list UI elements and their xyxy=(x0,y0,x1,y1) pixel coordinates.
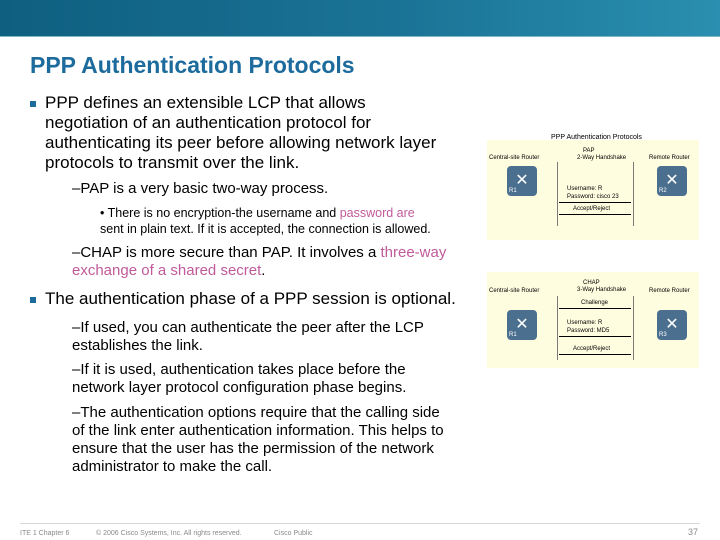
msg-username: Username: R xyxy=(567,320,603,326)
pap-diagram xyxy=(487,134,699,240)
msg-accept: Accept/Reject xyxy=(573,206,611,212)
chap-highlight: three-way xyxy=(380,244,447,261)
protocol-sub-label: 3-Way Handshake xyxy=(577,287,627,293)
pap-sub-line2: sent in plain text. If it is accepted, the connection is allowed. xyxy=(100,222,431,236)
router-name: R3 xyxy=(659,332,667,338)
msg-challenge: Challenge xyxy=(581,300,609,306)
protocol-sub-label: 2-Way Handshake xyxy=(577,155,627,161)
footer-divider xyxy=(20,523,700,524)
sub2-3-line1: –The authentication options require that the calling side xyxy=(72,404,440,421)
sub2-3-line4: administrator to make the call. xyxy=(72,458,273,475)
arrow-left xyxy=(559,202,631,203)
protocol-label: CHAP xyxy=(583,280,600,286)
bullet1-line4: protocols to transmit over the link. xyxy=(45,153,300,172)
arrow-right xyxy=(559,214,631,215)
footer-copyright: © 2006 Cisco Systems, Inc. All rights reserved. xyxy=(96,530,242,537)
timeline-left xyxy=(557,162,558,226)
left-router-label: Central-site Router xyxy=(489,155,540,161)
footer-classification: Cisco Public xyxy=(274,530,313,537)
msg-password: Password: MD5 xyxy=(567,328,610,334)
sub2-2-line2: network layer protocol configuration phase begins. xyxy=(72,379,407,396)
sub2-1-line1: –If used, you can authenticate the peer after the LCP xyxy=(72,319,424,336)
chap-line2 xyxy=(72,262,265,280)
bullet2-line: The authentication phase of a PPP session is optional. xyxy=(45,289,456,308)
sub2-3-line3: ensure that the user has the permission of the network xyxy=(72,440,434,457)
sub2-2-line1: –If it is used, authentication takes place before the xyxy=(72,361,406,378)
router-icon: ✕ R1 xyxy=(507,310,537,340)
chap-text: –CHAP is more secure than PAP. It involves a xyxy=(72,244,381,261)
router-icon: ✕ R1 xyxy=(507,166,537,196)
right-router-label: Remote Router xyxy=(649,155,690,161)
protocol-label: PAP xyxy=(583,148,595,154)
timeline-left xyxy=(557,296,558,360)
bullet-marker xyxy=(30,101,36,107)
arrow-left xyxy=(559,336,631,337)
bullet1-line3: authenticating its peer before allowing network layer xyxy=(45,133,437,152)
router-name: R1 xyxy=(509,332,517,338)
bullet1-line1: PPP defines an extensible LCP that allows xyxy=(45,93,366,112)
pap-sub-line1 xyxy=(100,205,415,221)
slide-title: PPP Authentication Protocols xyxy=(30,52,355,78)
arrow-right xyxy=(559,308,631,309)
chap-line1 xyxy=(72,244,446,262)
msg-username: Username: R xyxy=(567,186,603,192)
pap-sub-highlight: password are xyxy=(339,206,415,220)
msg-accept: Accept/Reject xyxy=(573,346,611,352)
page-number: 37 xyxy=(688,527,699,537)
sub2-3-line2: of the link enter authentication information. This helps to xyxy=(72,422,444,439)
left-router-label: Central-site Router xyxy=(489,288,540,294)
bullet1-line2: negotiation of an authentication protocol for xyxy=(45,113,372,132)
arrow-right xyxy=(559,354,631,355)
bullet-marker xyxy=(30,297,36,303)
sub2-1-line2: establishes the link. xyxy=(72,337,203,354)
footer-chapter: ITE 1 Chapter 6 xyxy=(20,530,70,537)
router-icon: ✕ R2 xyxy=(657,166,687,196)
timeline-right xyxy=(633,162,634,226)
router-name: R2 xyxy=(659,188,667,194)
diagram-heading: PPP Authentication Protocols xyxy=(551,134,642,141)
router-name: R1 xyxy=(509,188,517,194)
timeline-right xyxy=(633,296,634,360)
header-bar xyxy=(0,0,720,36)
chap-end: . xyxy=(261,262,266,279)
pap-sub-text: • There is no encryption-the username and xyxy=(100,206,340,220)
router-icon: ✕ R3 xyxy=(657,310,687,340)
right-router-label: Remote Router xyxy=(649,288,690,294)
pap-line: –PAP is a very basic two-way process. xyxy=(72,180,329,197)
chap-diagram xyxy=(487,272,699,368)
chap-highlight-2: exchange of a shared secret xyxy=(72,262,262,279)
header-divider xyxy=(0,36,720,37)
msg-password: Password: cisco 23 xyxy=(567,194,619,200)
